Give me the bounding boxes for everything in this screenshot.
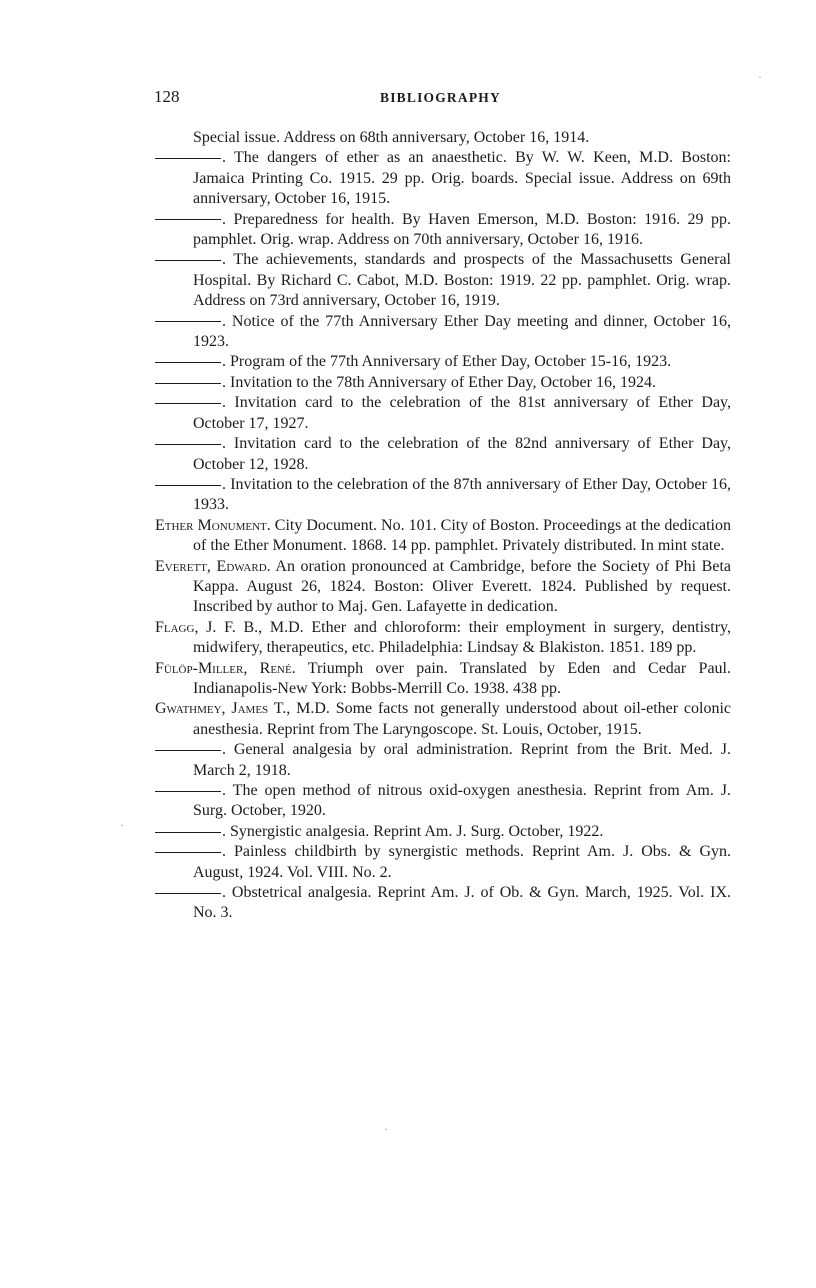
bibliography-entry — [155, 618, 731, 659]
bibliography-entry — [155, 210, 731, 251]
running-head: BIBLIOGRAPHY — [380, 90, 501, 105]
entry-text: . City Document. No. 101. City of Boston. Proceedings at the dedication of the Ether Monument. 1868. 14 pp. pamphlet. Privately distributed. In mint state. — [193, 516, 732, 555]
page-number: 128 — [154, 87, 180, 106]
entry-text: . Painless childbirth by synergistic methods. Reprint Am. J. Obs. & Gyn. August, 1924. Vol. VIII. No. 2. — [193, 843, 731, 881]
bibliography-entry — [155, 250, 731, 311]
entry-author: Gwathmey, James T. — [155, 700, 287, 718]
entry-text: . Invitation to the celebration of the 87th anniversary of Ether Day, October 16, 1933. — [193, 475, 731, 514]
ditto-dash — [155, 219, 221, 220]
scan-speck: · — [384, 1122, 388, 1136]
ditto-dash — [155, 383, 221, 384]
ditto-dash — [155, 362, 221, 363]
bibliography-entry — [155, 393, 731, 434]
bibliography-entry — [155, 516, 731, 557]
ditto-dash — [155, 893, 221, 894]
entry-author: Everett, Edward — [155, 557, 267, 575]
entry-text: . The open method of nitrous oxid-oxygen anesthesia. Reprint from Am. J. Surg. October, 1920. — [193, 782, 731, 820]
bibliography-entry — [155, 128, 731, 148]
entry-text: . Invitation card to the celebration of the 82nd anniversary of Ether Day, October 12, 1928. — [193, 435, 731, 473]
entry-text: . The dangers of ether as an anaesthetic. By W. W. Keen, M.D. Boston: Jamaica Printing Co. 1915. 29 pp. Orig. boards. Special issue. Address on 69th anniversary, October 16, 1915. — [193, 149, 731, 208]
entry-text: . An oration pronounced at Cambridge, before the Society of Phi Beta Kappa. August 26, 1824. Boston: Oliver Everett. 1824. Published by request. Inscribed by author to Maj. Gen. Lafayette in dedication. — [193, 557, 731, 616]
bibliography-entry — [155, 373, 731, 393]
ditto-dash — [155, 321, 221, 322]
entry-text: . Invitation to the 78th Anniversary of Ether Day, October 16, 1924. — [222, 373, 656, 391]
ditto-dash — [155, 485, 221, 486]
entry-text: . General analgesia by oral administration. Reprint from the Brit. Med. J. March 2, 1918. — [193, 741, 731, 779]
bibliography-entry — [155, 740, 731, 781]
bibliography-entry — [155, 148, 731, 209]
ditto-dash — [155, 403, 221, 404]
ditto-dash — [155, 750, 221, 751]
bibliography-entry — [155, 475, 731, 516]
ditto-dash — [155, 852, 221, 853]
bibliography-entry — [155, 434, 731, 475]
entry-text: Special issue. Address on 68th anniversary, October 16, 1914. — [193, 129, 590, 146]
ditto-dash — [155, 832, 221, 833]
bibliography-entry — [155, 883, 731, 924]
bibliography-entry — [155, 557, 731, 618]
entry-text: . Obstetrical analgesia. Reprint Am. J. of Ob. & Gyn. March, 1925. Vol. IX. No. 3. — [193, 884, 731, 922]
entry-text: . Invitation card to the celebration of the 81st anniversary of Ether Day, October 17, 1927. — [193, 394, 731, 432]
bibliography-entry — [155, 312, 731, 353]
ditto-dash — [155, 791, 221, 792]
ditto-dash — [155, 444, 221, 445]
scan-speck: · — [758, 70, 762, 84]
entry-author: Fülöp-Miller, René — [155, 659, 292, 677]
entry-text: . Preparedness for health. By Haven Emerson, M.D. Boston: 1916. 29 pp. pamphlet. Orig. wrap. Address on 70th anniversary, October 16, 1916. — [193, 210, 731, 249]
bibliography-entry — [155, 842, 731, 883]
entry-author: Flagg, J. F. B. — [155, 618, 259, 636]
entry-text: , M.D. Ether and chloroform: their employment in surgery, dentistry, midwifery, therapeutics, etc. Philadelphia: Lindsay & Blakiston. 1851. 189 pp. — [193, 618, 732, 657]
bibliography-entry — [155, 781, 731, 822]
bibliography-entries — [155, 128, 731, 924]
entry-text: . Synergistic analgesia. Reprint Am. J. Surg. October, 1922. — [222, 822, 604, 840]
scan-speck: · — [120, 818, 124, 832]
entry-text: . The achievements, standards and prospects of the Massachusetts General Hospital. By Richard C. Cabot, M.D. Boston: 1919. 22 pp. pamphlet. Orig. wrap. Address on 73rd anniversary, October 16, 1919. — [193, 251, 731, 310]
entry-text: . Notice of the 77th Anniversary Ether Day meeting and dinner, October 16, 1923. — [193, 312, 731, 351]
ditto-dash — [155, 158, 221, 159]
bibliography-entry — [155, 659, 731, 700]
entry-text: . Triumph over pain. Translated by Eden and Cedar Paul. Indianapolis-New York: Bobbs-Merrill Co. 1938. 438 pp. — [193, 659, 732, 697]
ditto-dash — [155, 260, 221, 261]
entry-text: , M.D. Some facts not generally understood about oil-ether colonic anesthesia. Reprint from The Laryngoscope. St. Louis, October, 1915. — [193, 700, 731, 738]
entry-text: . Program of the 77th Anniversary of Ether Day, October 15-16, 1923. — [222, 353, 672, 371]
bibliography-entry — [155, 699, 731, 740]
entry-author: Ether Monument — [155, 516, 267, 534]
bibliography-entry — [155, 822, 731, 842]
bibliography-entry — [155, 352, 731, 372]
